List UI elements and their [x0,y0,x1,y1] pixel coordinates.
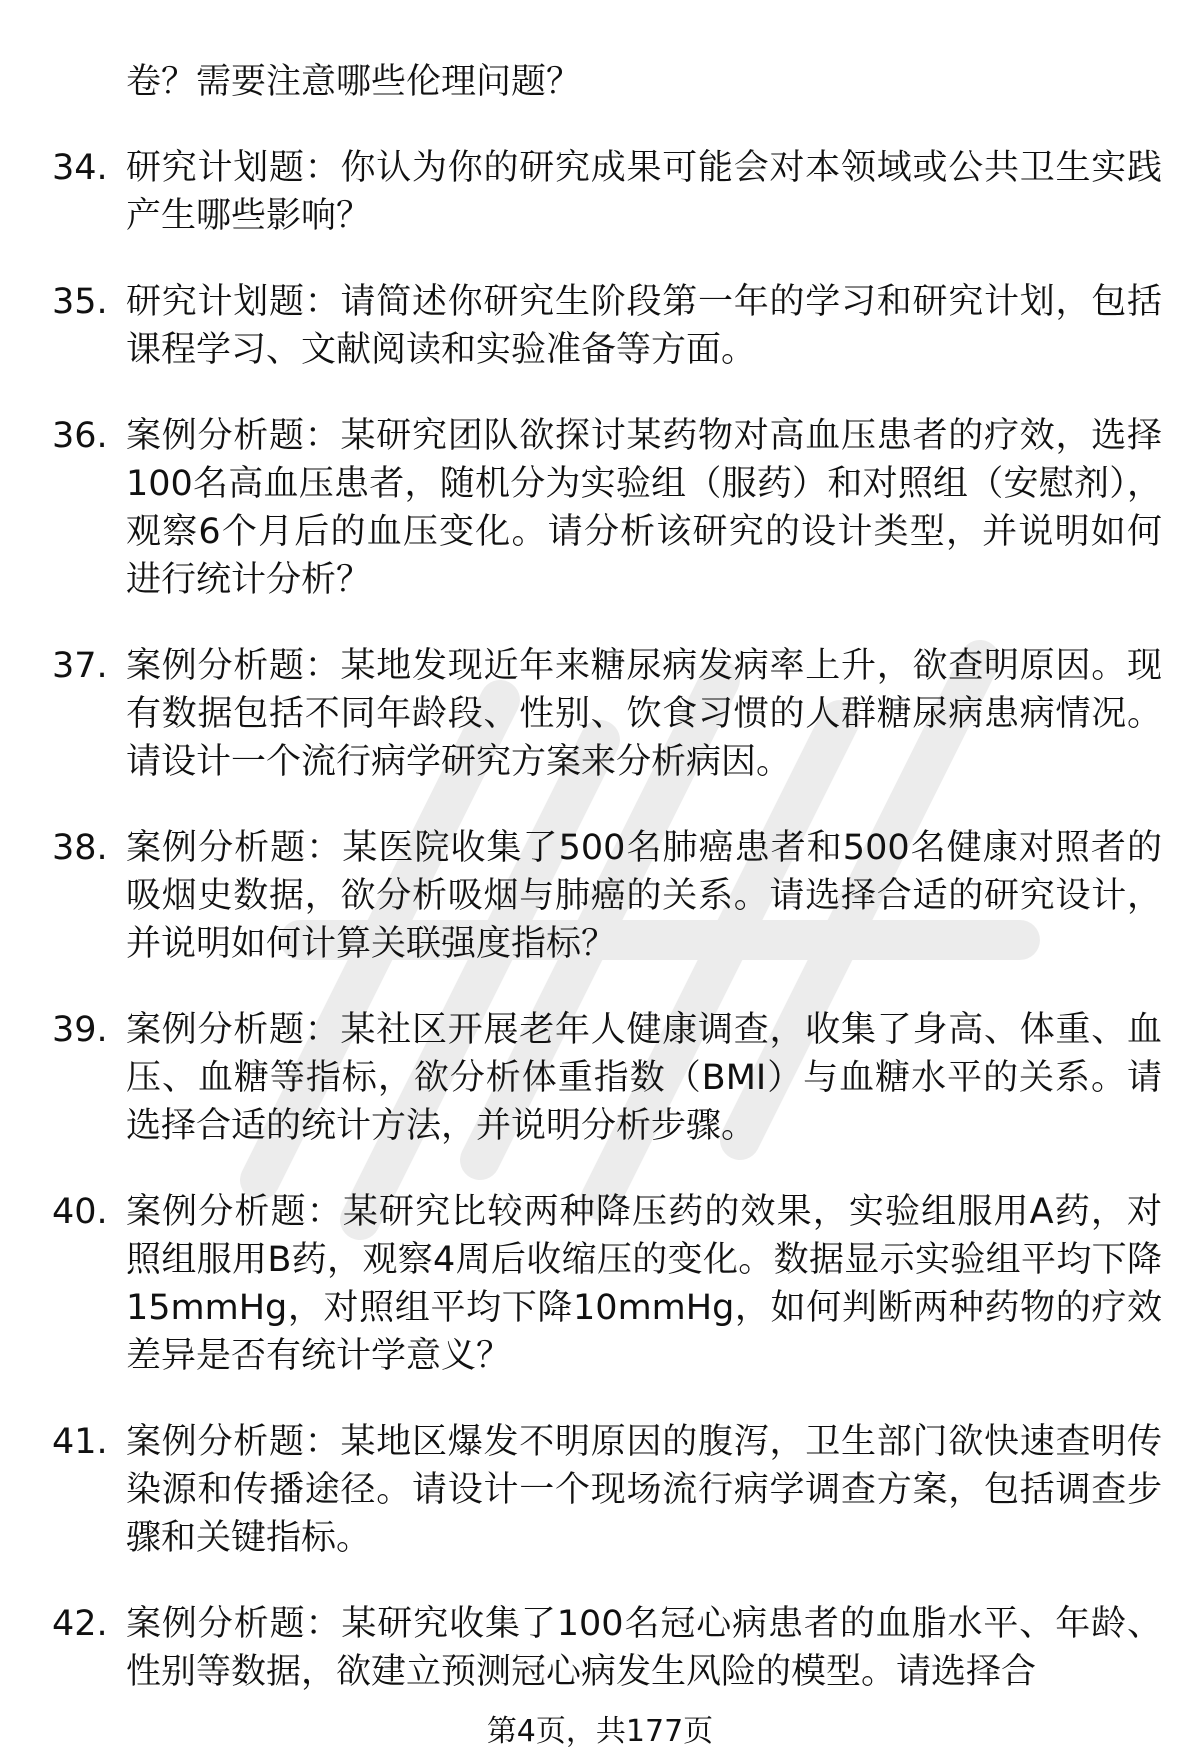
page-footer: 第4页，共177页 [486,1714,714,1749]
question-text: 案例分析题：某研究收集了100名冠心病患者的血脂水平、年龄、性别等数据，欲建立预测冠心病发生风险的模型。请选择合 [126,1604,1162,1692]
list-item [52,642,1162,786]
question-text: 研究计划题：请简述你研究生阶段第一年的学习和研究计划，包括课程学习、文献阅读和实验准备等方面。 [126,282,1162,370]
question-text: 案例分析题：某医院收集了500名肺癌患者和500名健康对照者的吸烟史数据，欲分析吸烟与肺癌的关系。请选择合适的研究设计，并说明如何计算关联强度指标？ [126,828,1162,964]
list-item [52,278,1162,374]
question-number: 34. [52,148,108,188]
question-text: 研究计划题：你认为你的研究成果可能会对本领域或公共卫生实践产生哪些影响？ [126,148,1162,236]
list-item [52,824,1162,968]
question-list [52,58,1162,1734]
question-text: 案例分析题：某研究比较两种降压药的效果，实验组服用A药，对照组服用B药，观察4周后收缩压的变化。数据显示实验组平均下降15mmHg，对照组平均下降10mmHg，如何判断两种药物的疗效差异是否有统计学意义？ [126,1192,1162,1376]
question-text: 案例分析题：某地发现近年来糖尿病发病率上升，欲查明原因。现有数据包括不同年龄段、性别、饮食习惯的人群糖尿病患病情况。请设计一个流行病学研究方案来分析病因。 [126,646,1162,782]
question-text: 案例分析题：某社区开展老年人健康调查，收集了身高、体重、血压、血糖等指标，欲分析体重指数（BMI）与血糖水平的关系。请选择合适的统计方法，并说明分析步骤。 [126,1010,1162,1146]
list-item [52,1418,1162,1562]
list-item [52,1188,1162,1380]
question-number: 42. [52,1604,108,1644]
question-number: 39. [52,1010,108,1050]
question-number: 40. [52,1192,108,1232]
question-number: 35. [52,282,108,322]
list-item [52,1600,1162,1696]
list-item [52,1006,1162,1150]
list-item [52,412,1162,604]
list-item [52,144,1162,240]
question-number: 36. [52,416,108,456]
question-number: 37. [52,646,108,686]
question-number: 38. [52,828,108,868]
continuation-text: 卷？需要注意哪些伦理问题？ [126,62,582,102]
question-number: 41. [52,1422,108,1462]
question-text: 案例分析题：某地区爆发不明原因的腹泻，卫生部门欲快速查明传染源和传播途径。请设计一个现场流行病学调查方案，包括调查步骤和关键指标。 [126,1422,1162,1558]
question-text: 案例分析题：某研究团队欲探讨某药物对高血压患者的疗效，选择100名高血压患者，随机分为实验组（服药）和对照组（安慰剂），观察6个月后的血压变化。请分析该研究的设计类型，并说明如何进行统计分析？ [126,416,1162,600]
